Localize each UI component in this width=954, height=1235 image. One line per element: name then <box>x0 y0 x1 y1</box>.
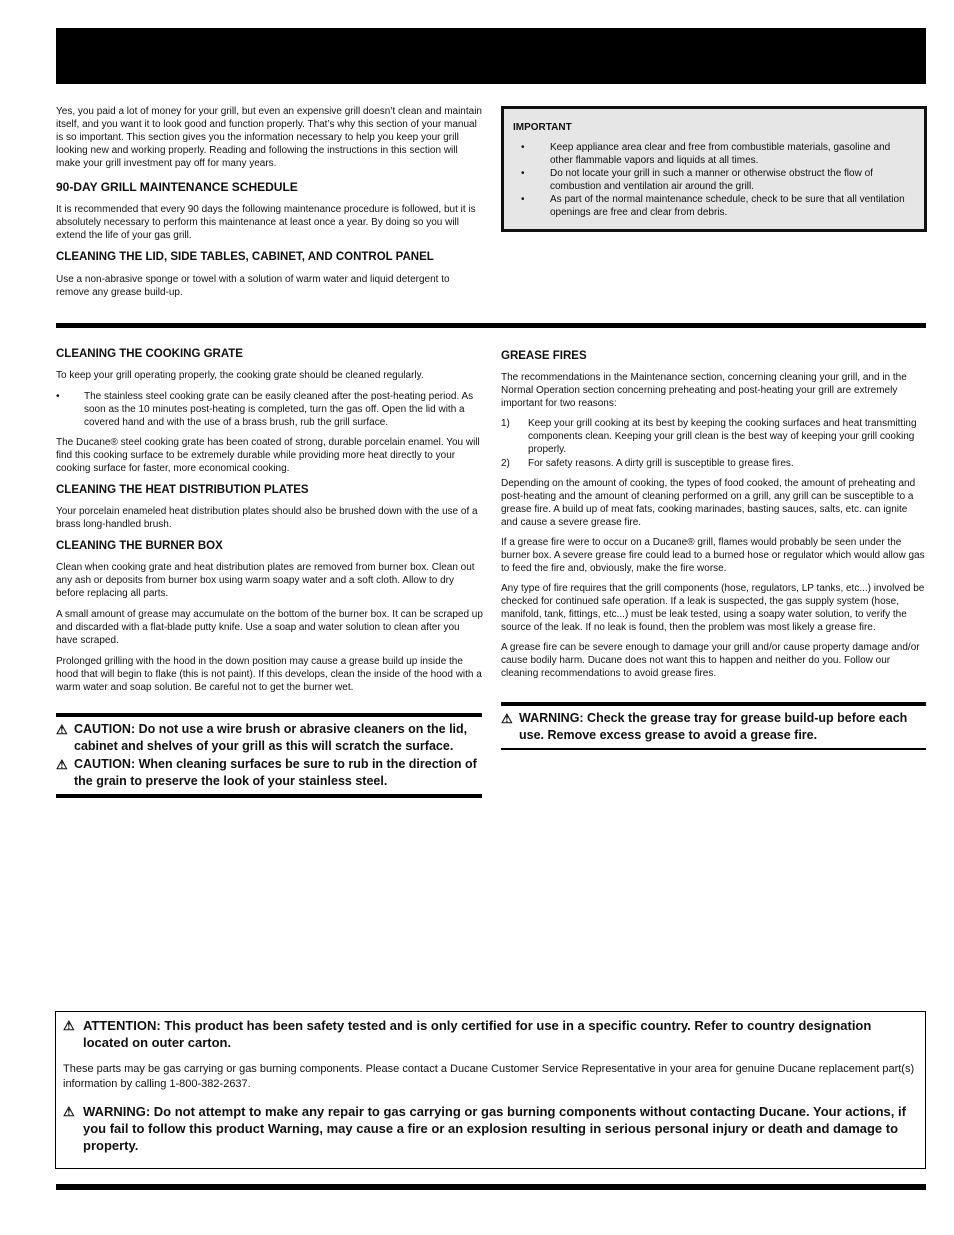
grate-bullet: • The stainless steel cooking grate can be easily cleaned after the post-heating period. As soon as the 10 minutes post-heating is completed, turn the gas off. Open the lid with a covered hand and with the use of a brass brush, rub the grill surface. <box>56 391 474 428</box>
schedule-text: It is recommended that every 90 days the following maintenance procedure is followed, but it is absolutely necessary to perform this maintenance at least once a year. By doing so you will extend the life of your gas grill. <box>56 204 476 241</box>
repair-warning: ⚠ WARNING: Do not attempt to make any repair to gas carrying or gas burning components without contacting Ducane. Your actions, if you fail to follow this product Warning, may cause a fire or an explosion resulting in serious personal injury or death and damage to property. <box>63 1104 906 1153</box>
fires-reason: 2) For safety reasons. A dirty grill is susceptible to grease fires. <box>501 458 794 469</box>
bullet-mark: • <box>56 391 60 402</box>
intro-paragraph: Yes, you paid a lot of money for your grill, but even an expensive grill doesn’t clean and maintain itself, and you want it to look good and function properly. That’s why this section of your manual is so important. This section gives you the information necessary to help you keep your grill looking new and working properly. Reading and following the instructions in this section will make your grill investment pay off for many years. <box>56 106 482 169</box>
burner-p2: A small amount of grease may accumulate on the bottom of the burner box. It can be scraped up and discarded with a flat-blade putty knife. Use a soap and water solution to clean after you have scraped. <box>56 609 483 646</box>
footer-rule <box>56 1184 926 1190</box>
important-heading: IMPORTANT <box>513 122 572 133</box>
important-item: • Keep appliance area clear and free from combustible materials, gasoline and other flammable vapors and liquids at all times. <box>521 142 891 166</box>
section-divider <box>56 323 926 328</box>
grate-heading: CLEANING THE COOKING GRATE <box>56 348 243 360</box>
important-item: • As part of the normal maintenance schedule, check to be sure that all ventilation openings are free and clear from debris. <box>521 194 905 218</box>
fires-heading: GREASE FIRES <box>501 350 587 362</box>
caution-block <box>56 713 482 798</box>
left-top-column <box>56 105 484 299</box>
fires-p4: A grease fire can be severe enough to damage your grill and/or cause property damage and/or cause bodily harm. Ducane does not want this to happen and neither do you. Follow our cleaning recommendations to avoid grease fires. <box>501 642 920 679</box>
warning-bottom-rule <box>501 748 926 750</box>
fires-p3: Any type of fire requires that the grill components (hose, regulators, LP tanks, etc...) involved be checked for continued safe operation. If a leak is suspected, the gas supply system (hose, manifold, tank, fittings, etc...) must be leak tested, using a soapy water solution, to verify the source of the leak. If no leak is found, then the problem was most likely a grease fire. <box>501 583 925 633</box>
warning-triangle-icon: ⚠ <box>56 722 68 737</box>
plates-heading: CLEANING THE HEAT DISTRIBUTION PLATES <box>56 484 309 496</box>
caution-item: ⚠ CAUTION: When cleaning surfaces be sure to rub in the direction of the grain to preserve the look of your stainless steel. <box>56 757 477 788</box>
header-bar <box>56 28 926 84</box>
plates-text: Your porcelain enameled heat distribution plates should also be brushed down with the use of a brass long-handled brush. <box>56 506 478 530</box>
lid-text: Use a non-abrasive sponge or towel with a solution of warm water and liquid detergent to remove any grease build-up. <box>56 274 450 298</box>
caution-item: ⚠ CAUTION: Do not use a wire brush or abrasive cleaners on the lid, cabinet and shelves of your grill as this will scratch the surface. <box>56 722 468 753</box>
fires-p1: Depending on the amount of cooking, the types of food cooked, the amount of preheating and post-heating and the amount of cleaning performed on a grill, any grill can be susceptible to a grease fire. A build up of meat fats, cooking marinades, basting sauces, salts, etc. can ignite and cause a severe grease fire. <box>501 478 916 528</box>
lid-heading: CLEANING THE LID, SIDE TABLES, CABINET, AND CONTROL PANEL <box>56 251 434 263</box>
caution-bottom-rule <box>56 794 482 798</box>
grease-warning-block <box>501 702 926 750</box>
warning-triangle-icon: ⚠ <box>56 757 68 772</box>
warning-triangle-icon: ⚠ <box>501 711 513 726</box>
burner-p3: Prolonged grilling with the hood in the down position may cause a grease build up inside the hood that will begin to flake (this is not paint). If this develops, clean the inside of the hood with a warm water and soap solution. Be careful not to get the burner wet. <box>56 656 482 693</box>
burner-heading: CLEANING THE BURNER BOX <box>56 540 223 552</box>
schedule-heading: 90-DAY GRILL MAINTENANCE SCHEDULE <box>56 180 298 194</box>
warning-top-rule <box>501 702 926 706</box>
right-lower-column <box>501 349 926 680</box>
fires-p2: If a grease fire were to occur on a Ducane® grill, flames would probably be seen under the burner box. A severe grease fire could lead to a burned hose or regulator which would allow gas to feed the fire and, obviously, make the fire worse. <box>501 537 925 574</box>
caution-top-rule <box>56 713 482 717</box>
warning-triangle-icon: ⚠ <box>63 1018 75 1033</box>
left-lower-column <box>56 347 484 694</box>
important-box <box>501 106 927 232</box>
fires-reason: 1) Keep your grill cooking at its best by keeping the cooking surfaces and heat transmitting components clean. Keeping your grill clean is the best way of keeping your grill cooking properly. <box>501 418 917 455</box>
ducane-grate-paragraph: The Ducane® steel cooking grate has been coated of strong, durable porcelain enamel. You will find this cooking surface to be extremely durable while providing more heat directly to your cooking surface for faster, more economical cooking. <box>56 437 480 474</box>
grate-text: To keep your grill operating properly, the cooking grate should be cleaned regularly. <box>56 370 424 381</box>
safety-notice-box <box>55 1011 926 1169</box>
parts-paragraph: These parts may be gas carrying or gas burning components. Please contact a Ducane Customer Service Representative in your area for genuine Ducane replacement part(s) information by calling 1-800-382-2637. <box>63 1063 915 1090</box>
warning-triangle-icon: ⚠ <box>63 1104 75 1119</box>
grease-warning: ⚠ WARNING: Check the grease tray for grease build-up before each use. Remove excess grease to avoid a grease fire. <box>501 711 908 742</box>
important-item: • Do not locate your grill in such a manner or otherwise obstruct the flow of combustion and ventilation air around the grill. <box>521 168 873 192</box>
bullet-mark: • <box>521 168 525 179</box>
bullet-mark: • <box>521 142 525 153</box>
burner-p1: Clean when cooking grate and heat distribution plates are removed from burner box. Clean out any ash or deposits from burner box using warm soapy water and a soft cloth. Allow to dry before replacing all parts. <box>56 562 475 599</box>
fires-intro: The recommendations in the Maintenance section, concerning cleaning your grill, and in the Normal Operation section concerning preheating and post-heating your grill are extremely important for two reasons: <box>501 372 907 409</box>
bullet-mark: • <box>521 194 525 205</box>
attention-notice: ⚠ ATTENTION: This product has been safety tested and is only certified for use in a specific country. Refer to country designation located on outer carton. <box>63 1018 872 1050</box>
